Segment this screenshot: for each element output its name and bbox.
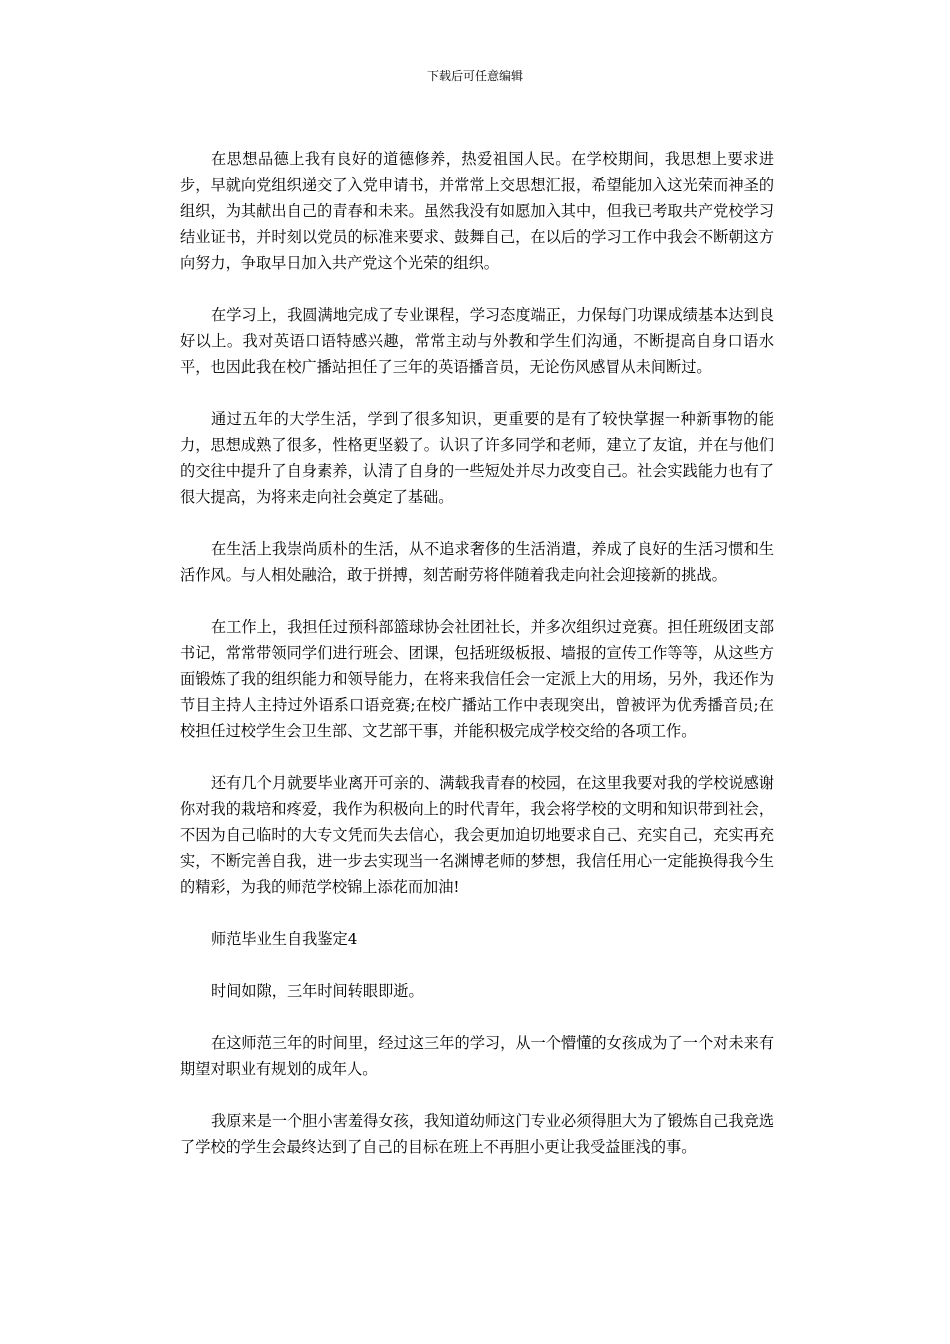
paragraph-ideology: 在思想品德上我有良好的道德修养，热爱祖国人民。在学校期间，我思想上要求进步，早就向党组织递交了入党申请书，并常常上交思想汇报，希望能加入这光荣而神圣的组织，为其献出自己的青春和未来。虽然我没有如愿加入其中，但我已考取共产党校学习结业证书，并时刻以党员的标准来要求、鼓舞自己，在以后的学习工作中我会不断朝这方向努力，争取早日加入共产党这个光荣的组织。 (180, 150, 774, 272)
page-header: 下载后可任意编辑 (426, 69, 523, 83)
document-body (180, 146, 774, 1186)
paragraph-farewell: 还有几个月就要毕业离开可亲的、满载我青春的校园，在这里我要对我的学校说感谢你对我的栽培和疼爱，我作为积极向上的时代青年，我会将学校的文明和知识带到社会，不因为自己临时的大专文凭而失去信心，我会更加迫切地要求自己、充实自己，充实再充实，不断完善自我，进一步去实现当一名渊博老师的梦想，我信任用心一定能换得我今生的精彩，为我的师范学校锦上添花而加油! (180, 774, 774, 896)
paragraph-university-life: 通过五年的大学生活，学到了很多知识，更重要的是有了较快掌握一种新事物的能力，思想成熟了很多，性格更坚毅了。认识了许多同学和老师，建立了友谊，并在与他们的交往中提升了自身素养，认清了自身的一些短处并尽力改变自己。社会实践能力也有了很大提高，为将来走向社会奠定了基础。 (180, 410, 774, 506)
paragraph-lifestyle: 在生活上我崇尚质朴的生活，从不追求奢侈的生活消遣，养成了良好的生活习惯和生活作风。与人相处融洽，敢于拼搏，刻苦耐劳将伴随着我走向社会迎接新的挑战。 (180, 540, 774, 584)
section-heading: 师范毕业生自我鉴定4 (211, 930, 358, 948)
paragraph-time: 时间如隙，三年时间转眼即逝。 (211, 982, 424, 1000)
paragraph-study: 在学习上，我圆满地完成了专业课程，学习态度端正，力保每门功课成绩基本达到良好以上。我对英语口语特感兴趣，常常主动与外教和学生们沟通，不断提高自身口语水平，也因此我在校广播站担任了三年的英语播音员，无论伤风感冒从未间断过。 (180, 306, 774, 376)
paragraph-work: 在工作上，我担任过预科部篮球协会社团社长，并多次组织过竞赛。担任班级团支部书记，常常带领同学们进行班会、团课，包括班级板报、墙报的宣传工作等等，从这些方面锻炼了我的组织能力和领导能力，在将来我信任会一定派上大的用场，另外，我还作为节目主持人主持过外语系口语竞赛;在校广播站工作中表现突出，曾被评为优秀播音员;在校担任过校学生会卫生部、文艺部干事，并能积极完成学校交给的各项工作。 (180, 618, 774, 740)
paragraph-three-years: 在这师范三年的时间里，经过这三年的学习，从一个懵懂的女孩成为了一个对未来有期望对职业有规划的成年人。 (180, 1034, 774, 1078)
paragraph-shy-girl: 我原来是一个胆小害羞得女孩，我知道幼师这门专业必须得胆大为了锻炼自己我竞选了学校的学生会最终达到了自己的目标在班上不再胆小更让我受益匪浅的事。 (180, 1112, 774, 1156)
